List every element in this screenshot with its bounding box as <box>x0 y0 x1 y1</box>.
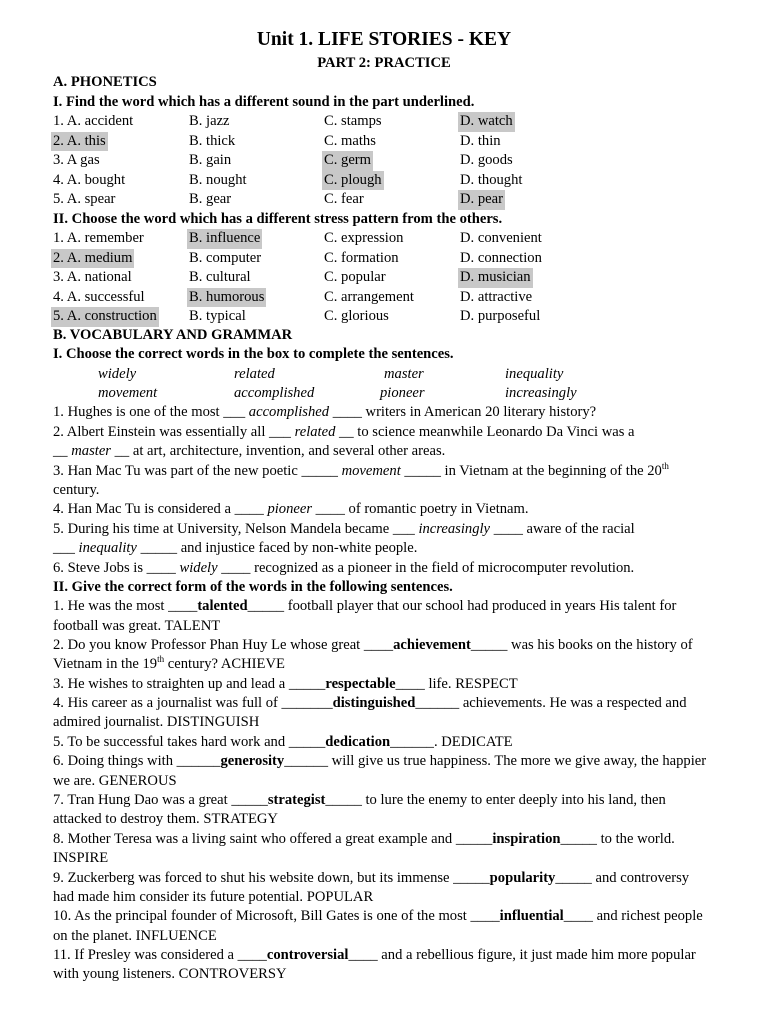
answer-option: C. popular <box>324 269 386 285</box>
question-9-cont: had made him consider its future potential. POPULAR <box>53 889 374 905</box>
answer-word: popularity <box>489 869 556 886</box>
answer-option: C. expression <box>324 230 404 246</box>
sentence-5-cont: ___ inequality _____ and injustice faced by non-white people. <box>53 540 418 556</box>
sentence-2-cont: __ master __ at art, architecture, invention, and several other areas. <box>53 443 446 459</box>
question-10-cont: on the planet. INFLUENCE <box>53 927 217 944</box>
question-7: 7. Tran Hung Dao was a great _____strategist_____ to lure the enemy to enter deeply into his land, then <box>53 792 666 808</box>
answer-word: inspiration <box>492 830 561 847</box>
answer-option: B. thick <box>189 132 236 149</box>
word-box-item: accomplished <box>234 385 315 401</box>
section-phonetics-heading: A. PHONETICS <box>53 74 157 90</box>
answer-option: 4. A. successful <box>53 288 145 305</box>
vocab-part2-instruction: II. Give the correct form of the words in the following sentences. <box>53 579 453 595</box>
phonetics-part1-row <box>53 190 733 210</box>
highlighted-answer-option: D. musician <box>458 268 533 288</box>
word-box-item: inequality <box>505 365 564 382</box>
phonetics-part1-row <box>53 132 733 152</box>
highlighted-answer-option: 2. A. medium <box>51 249 134 269</box>
phonetics-part1-row <box>53 112 733 132</box>
word-box-item: master <box>384 365 424 382</box>
section-vocab-heading: B. VOCABULARY AND GRAMMAR <box>53 327 293 343</box>
question-7-cont: attacked to destroy them. STRATEGY <box>53 811 278 827</box>
highlighted-answer-option: D. watch <box>458 112 515 132</box>
answer-option: D. attractive <box>460 288 533 305</box>
sentence-1: 1. Hughes is one of the most ___ accomplished ____ writers in American 20 literary history? <box>53 404 597 420</box>
highlighted-answer-option: 2. A. this <box>51 132 108 152</box>
page-title: Unit 1. LIFE STORIES - KEY <box>256 29 512 50</box>
word-box-item: related <box>234 365 275 382</box>
answer-word: related <box>294 423 336 440</box>
answer-option: C. glorious <box>324 308 389 324</box>
answer-option: C. stamps <box>324 113 382 129</box>
word-box-item: movement <box>98 385 158 401</box>
sentence-5: 5. During his time at University, Nelson Mandela became ___ increasingly ____ aware of the racial <box>53 520 635 537</box>
question-1-cont: football was great. TALENT <box>53 617 221 634</box>
answer-option: D. goods <box>460 152 513 168</box>
phonetics-part1-instruction: I. Find the word which has a different sound in the part underlined. <box>53 93 475 110</box>
answer-option: D. convenient <box>460 230 542 246</box>
phonetics-part2-row <box>53 268 733 288</box>
answer-word: respectable <box>325 675 396 692</box>
highlighted-answer-option: D. pear <box>458 190 505 210</box>
phonetics-part1-row <box>53 171 733 191</box>
answer-option: B. gain <box>189 152 232 168</box>
question-2: 2. Do you know Professor Phan Huy Le whose great ____achievement_____ was his books on the history of <box>53 637 693 653</box>
answer-word: distinguished <box>332 695 416 711</box>
answer-word: generosity <box>220 753 285 769</box>
answer-word: increasingly <box>418 520 491 537</box>
answer-option: 5. A. spear <box>53 191 116 207</box>
phonetics-part2-row <box>53 288 733 308</box>
question-11-cont: with young listeners. CONTROVERSY <box>53 966 287 982</box>
word-box-item: widely <box>98 365 137 382</box>
sentence-6: 6. Steve Jobs is ____ widely ____ recognized as a pioneer in the field of microcomputer revolution. <box>53 559 635 576</box>
highlighted-answer-option: 5. A. construction <box>51 307 159 327</box>
answer-option: D. connection <box>460 249 542 266</box>
highlighted-answer-option: C. plough <box>322 171 384 191</box>
phonetics-part2-instruction: II. Choose the word which has a different stress pattern from the others. <box>53 210 503 227</box>
phonetics-part2-row <box>53 249 733 269</box>
answer-option: B. jazz <box>189 113 230 129</box>
question-2-cont: Vietnam in the 19th century? ACHIEVE <box>53 654 285 672</box>
highlighted-answer-option: B. humorous <box>187 288 266 308</box>
question-3: 3. He wishes to straighten up and lead a _____respectable____ life. RESPECT <box>53 675 518 692</box>
question-8: 8. Mother Teresa was a living saint who offered a great example and _____inspiration_____ to the world. <box>53 830 675 847</box>
answer-option: D. thought <box>460 171 523 188</box>
answer-option: B. gear <box>189 191 232 207</box>
question-8-cont: INSPIRE <box>53 850 109 866</box>
answer-option: B. nought <box>189 171 247 188</box>
answer-word: accomplished <box>248 404 330 420</box>
question-10: 10. As the principal founder of Microsoft, Bill Gates is one of the most ____influential____ and richest people <box>53 908 703 924</box>
sentence-2: 2. Albert Einstein was essentially all ___ related __ to science meanwhile Leonardo Da Vinci was a <box>53 423 635 440</box>
answer-word: strategist <box>267 792 326 808</box>
sentence-4: 4. Han Mac Tu is considered a ____ pioneer ____ of romantic poetry in Vietnam. <box>53 501 529 517</box>
answer-word: inequality <box>78 540 137 556</box>
answer-option: C. formation <box>324 249 399 266</box>
answer-option: 3. A gas <box>53 152 100 168</box>
answer-word: pioneer <box>267 501 313 517</box>
sentence-3: 3. Han Mac Tu was part of the new poetic _____ movement _____ in Vietnam at the beginning of the 20th <box>53 460 669 479</box>
question-9: 9. Zuckerberg was forced to shut his website down, but its immense _____popularity_____ and controversy <box>53 869 690 886</box>
phonetics-part2-row <box>53 229 733 249</box>
page-subtitle: PART 2: PRACTICE <box>317 55 451 71</box>
word-box-item: pioneer <box>380 385 425 401</box>
answer-word: talented <box>197 598 248 614</box>
answer-option: B. cultural <box>189 269 251 285</box>
question-6: 6. Doing things with ______generosity______ will give us true happiness. The more we give away, the happier <box>53 753 707 769</box>
answer-word: influential <box>499 908 564 924</box>
answer-word: controversial <box>266 947 349 963</box>
word-box-item: increasingly <box>505 385 577 401</box>
answer-option: C. fear <box>324 191 364 207</box>
phonetics-part2-row <box>53 307 733 327</box>
answer-option: D. thin <box>460 132 501 149</box>
answer-option: C. maths <box>324 132 376 149</box>
answer-option: B. computer <box>189 249 262 266</box>
question-1: 1. He was the most ____talented_____ football player that our school had produced in years His talent for <box>53 598 677 614</box>
answer-option: D. purposeful <box>460 308 541 324</box>
answer-word: movement <box>341 462 401 479</box>
answer-option: C. arrangement <box>324 288 414 305</box>
answer-word: dedication <box>325 733 391 750</box>
answer-option: 1. A. accident <box>53 113 134 129</box>
vocab-part1-instruction: I. Choose the correct words in the box to complete the sentences. <box>53 346 454 362</box>
question-6-cont: we are. GENEROUS <box>53 772 177 789</box>
question-4: 4. His career as a journalist was full of _______distinguished______ achievements. He was a respected and <box>53 695 687 711</box>
question-5: 5. To be successful takes hard work and _____dedication______. DEDICATE <box>53 733 513 750</box>
answer-option: B. typical <box>189 308 246 324</box>
answer-word: widely <box>179 559 218 576</box>
question-4-cont: admired journalist. DISTINGUISH <box>53 714 260 730</box>
sentence-3-cont: century. <box>53 482 100 498</box>
answer-option: 3. A. national <box>53 269 132 285</box>
highlighted-answer-option: B. influence <box>187 229 262 249</box>
answer-option: 1. A. remember <box>53 230 144 246</box>
question-11: 11. If Presley was considered a ____controversial____ and a rebellious figure, it just made him more popular <box>53 947 696 963</box>
answer-word: achievement <box>393 637 471 653</box>
answer-word: master <box>71 443 111 459</box>
highlighted-answer-option: C. germ <box>322 151 373 171</box>
answer-option: 4. A. bought <box>53 171 126 188</box>
phonetics-part1-row <box>53 151 733 171</box>
